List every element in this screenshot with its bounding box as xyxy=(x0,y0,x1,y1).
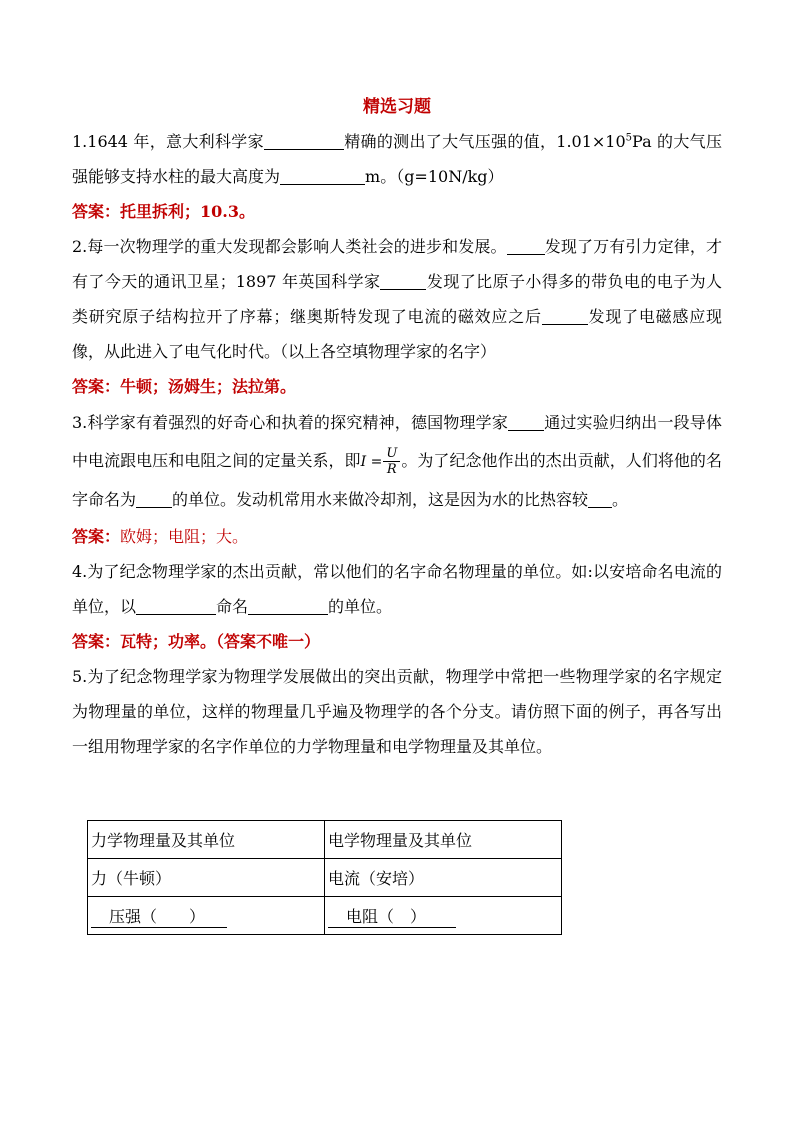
question-5 xyxy=(72,659,722,764)
q3-blank-1[interactable] xyxy=(508,412,544,431)
q2-blank-1[interactable] xyxy=(507,236,545,255)
answer-2 xyxy=(72,369,722,404)
answer-label: 答案： xyxy=(72,202,121,221)
table-row xyxy=(88,859,562,897)
table-cell-fill-mechanics[interactable] xyxy=(88,897,325,935)
answer-4 xyxy=(72,624,722,659)
q3-blank-2[interactable] xyxy=(136,489,172,508)
table-header-row xyxy=(88,821,562,859)
table-cell-example-mechanics: 力（牛顿） xyxy=(88,859,325,897)
document-page xyxy=(72,90,722,764)
answer-label: 答案： xyxy=(72,632,121,651)
q2-text-4: 发现了电磁感应现像，从此进入了电气化时代。（以上各空填物理学家的名字） xyxy=(72,307,722,361)
question-3 xyxy=(72,404,722,519)
q3-blank-3[interactable] xyxy=(588,489,612,508)
q1-text-4: m。（g=10N/kg） xyxy=(365,167,504,186)
q3-text-4: 的单位。发动机常用水来做冷却剂，这是因为水的比热容较 xyxy=(172,490,589,509)
q3-text-1: 3.科学家有着强烈的好奇心和执着的探究精神，德国物理学家 xyxy=(72,413,509,432)
units-table xyxy=(87,820,562,935)
ohm-law-fraction xyxy=(383,446,400,477)
answer-text: 瓦特；功率。（答案不唯一） xyxy=(120,632,321,651)
ohm-law-lhs: I = xyxy=(360,454,383,470)
q3-text-2: 通过实验归纳出一段导体中电流跟电压和电阻之间的定量关系，即 xyxy=(72,413,722,470)
q4-blank-1[interactable] xyxy=(136,596,216,615)
page-title: 精选习题 xyxy=(363,97,431,117)
answer-3 xyxy=(72,519,722,554)
q3-text-5: 。 xyxy=(612,490,629,509)
fraction-numerator: U xyxy=(383,446,400,462)
q3-text-3: 。为了纪念他作出的杰出贡献，人们将他的名字命名为 xyxy=(72,451,722,509)
q4-text-3: 的单位。 xyxy=(328,597,393,616)
answer-text: 牛顿；汤姆生；法拉第。 xyxy=(120,377,297,396)
table-cell-example-electricity: 电流（安培） xyxy=(325,859,562,897)
answer-text: 托里拆利；10.3。 xyxy=(120,202,255,221)
answer-label: 答案： xyxy=(72,527,121,546)
q2-text-1: 2.每一次物理学的重大发现都会影响人类社会的进步和发展。 xyxy=(72,237,507,256)
fill-blank-electricity[interactable]: 电阻（ ） xyxy=(328,904,456,928)
table-cell-fill-electricity[interactable] xyxy=(325,897,562,935)
q1-text-3: Pa 的大气压强能够支持水柱的最大高度为 xyxy=(72,132,722,186)
table-row xyxy=(88,897,562,935)
fraction-denominator: R xyxy=(386,462,397,477)
q4-text-1: 4.为了纪念物理学家的杰出贡献，常以他们的名字命名物理量的单位。如:以安培命名电流的单位，以 xyxy=(72,562,722,616)
q1-exponent: 5 xyxy=(625,132,633,144)
answer-1 xyxy=(72,194,722,229)
q4-blank-2[interactable] xyxy=(248,596,328,615)
q2-text-2: 发现了万有引力定律，才有了今天的通讯卫星；1897 年英国科学家 xyxy=(72,237,722,291)
table-header-electricity: 电学物理量及其单位 xyxy=(325,821,562,859)
q1-blank-2[interactable] xyxy=(280,166,365,185)
question-2 xyxy=(72,229,722,369)
fill-blank-mechanics[interactable]: 压强（ ） xyxy=(91,904,227,928)
q2-text-3: 发现了比原子小得多的带负电的电子为人类研究原子结构拉开了序幕；继奥斯特发现了电流的磁效应之后 xyxy=(72,272,722,326)
question-4 xyxy=(72,554,722,624)
q1-text-1: 1.1644 年，意大利科学家 xyxy=(72,132,264,151)
q1-blank-1[interactable] xyxy=(264,131,344,150)
q1-text-2: 精确的测出了大气压强的值，1.01×10 xyxy=(343,132,626,151)
q5-text: 5.为了纪念物理学家为物理学发展做出的突出贡献，物理学中常把一些物理学家的名字规定为物理量的单位，这样的物理量几乎遍及物理学的各个分支。请仿照下面的例子，再各写出一组用物理学家的名字作单位的力学物理量和电学物理量及其单位。 xyxy=(72,667,722,756)
table-header-mechanics: 力学物理量及其单位 xyxy=(88,821,325,859)
answer-label: 答案： xyxy=(72,377,121,396)
q4-text-2: 命名 xyxy=(216,597,249,616)
q2-blank-3[interactable] xyxy=(542,306,588,325)
answer-text: 欧姆；电阻；大。 xyxy=(120,527,249,546)
question-1 xyxy=(72,124,722,194)
q2-blank-2[interactable] xyxy=(380,271,426,290)
